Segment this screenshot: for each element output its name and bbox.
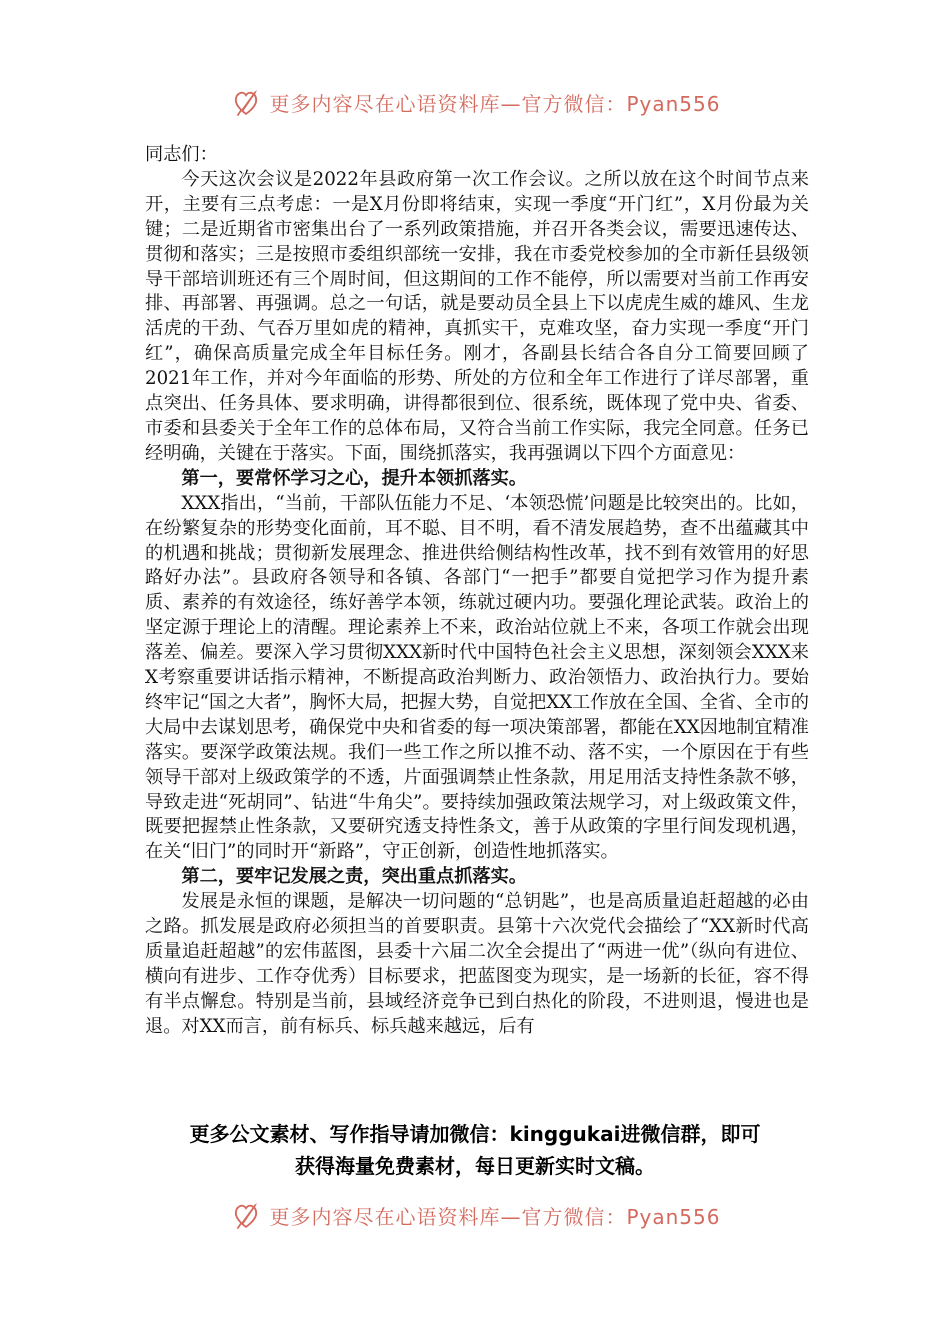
footer-watermark-banner: [0, 1195, 950, 1235]
section-heading: 第一，要常怀学习之心，提升本领抓落实。: [181, 467, 527, 489]
promo-notice: [140, 1118, 810, 1182]
header-watermark-text: 更多内容尽在心语资料库—官方微信：Pyan556: [269, 91, 721, 116]
quill-pen-heart-icon: [229, 85, 263, 119]
paragraph: XXX指出，“当前，干部队伍能力不足、‘本领恐慌’问题是比较突出的。比如，在纷繁复杂的形势变化面前，耳不聪、目不明，看不清发展趋势，查不出蕴藏其中的机遇和挑战；贯彻新发展理念、推进供给侧结构性改革，找不到有效管用的好思路好办法”。县政府各领导和各镇、各部门“一把手”都要自觉把学习作为提升素质、素养的有效途径，练好善学本领，练就过硬内功。要强化理论武装。政治上的坚定源于理论上的清醒。理论素养上不来，政治站位就上不来，各项工作就会出现落差、偏差。要深入学习贯彻XXX新时代中国特色社会主义思想，深刻领会XXX来X考察重要讲话指示精神，不断提高政治判断力、政治领悟力、政治执行力。要始终牢记“国之大者”，胸怀大局，把握大势，自觉把XX工作放在全国、全省、全市的大局中去谋划思考，确保党中央和省委的每一项决策部署，都能在XX因地制宜精准落实。要深学政策法规。我们一些工作之所以推不动、落不实，一个原因在于有些领导干部对上级政策学的不透，片面强调禁止性条款，用足用活支持性条款不够，导致走进“死胡同”、钻进“牛角尖”。要持续加强政策法规学习，对上级政策文件，既要把握禁止性条款，又要研究透支持性条文，善于从政策的字里行间发现机遇，在关“旧门”的同时开“新路”，守正创新，创造性地抓落实。: [145, 492, 809, 863]
header-watermark-banner: [0, 82, 950, 122]
paragraph: 今天这次会议是2022年县政府第一次工作会议。之所以放在这个时间节点来开，主要有三点考虑：一是X月份即将结束，实现一季度“开门红”，X月份最为关键；二是近期省市密集出台了一系列政策措施，并召开各类会议，需要迅速传达、贯彻和落实；三是按照市委组织部统一安排，我在市委党校参加的全市新任县级领导干部培训班还有三个周时间，但这期间的工作不能停，所以需要对当前工作再安排、再部署、再强调。总之一句话，就是要动员全县上下以虎虎生威的雄风、生龙活虎的干劲、气吞万里如虎的精神，真抓实干，克难攻坚，奋力实现一季度“开门红”，确保高质量完成全年目标任务。刚才，各副县长结合各自分工简要回顾了2021年工作，并对今年面临的形势、所处的方位和全年工作进行了详尽部署，重点突出、任务具体、要求明确，讲得都很到位、很系统，既体现了党中央、省委、市委和县委关于全年工作的总体布局，又符合当前工作实际，我完全同意。任务已经明确，关键在于落实。下面，围绕抓落实，我再强调以下四个方面意见：: [145, 168, 809, 464]
document-body: [145, 143, 809, 1040]
paragraph: 发展是永恒的课题，是解决一切问题的“总钥匙”，也是高质量追赶超越的必由之路。抓发展是政府必须担当的首要职责。县第十六次党代会描绘了“XX新时代高质量追赶超越”的宏伟蓝图，县委十六届二次全会提出了“两进一优”（纵向有进位、横向有进步、工作夺优秀）目标要求，把蓝图变为现实，是一场新的长征，容不得有半点懈怠。特别是当前，县域经济竞争已到白热化的阶段，不进则退，慢进也是退。对XX而言，前有标兵、标兵越来越远，后有: [145, 891, 809, 1037]
promo-line: 获得海量免费素材，每日更新实时文稿。: [295, 1154, 655, 1178]
section-heading: 第二，要牢记发展之责，突出重点抓落实。: [181, 866, 527, 888]
quill-pen-heart-icon: [229, 1198, 263, 1232]
salutation: 同志们：: [145, 144, 218, 165]
footer-watermark-text: 更多内容尽在心语资料库—官方微信：Pyan556: [269, 1204, 721, 1229]
promo-line: 更多公文素材、写作指导请加微信：kinggukai进微信群，即可: [189, 1122, 761, 1146]
